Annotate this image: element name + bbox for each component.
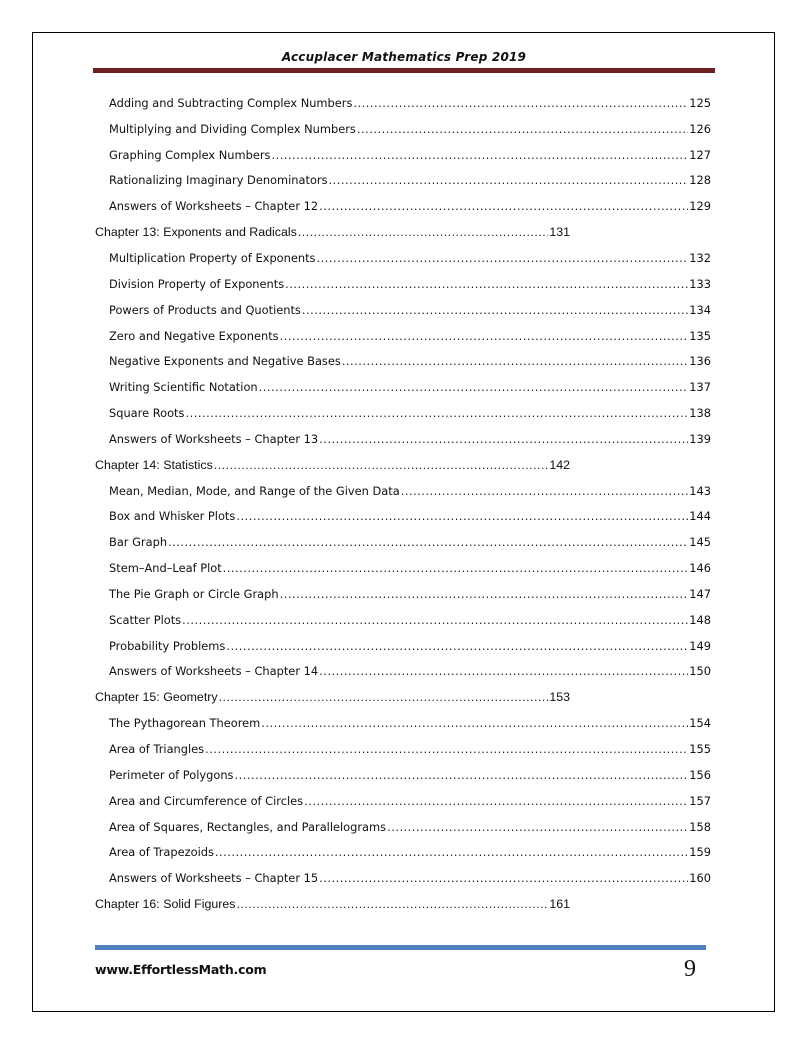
toc-section-entry[interactable] bbox=[95, 633, 715, 659]
toc-section-entry[interactable] bbox=[95, 814, 715, 840]
footer-website[interactable]: www.EffortlessMath.com bbox=[95, 962, 267, 977]
toc-entry-title: Writing Scientific Notation bbox=[109, 380, 258, 395]
toc-entry-page: 148 bbox=[689, 612, 711, 627]
toc-entry-title: Chapter 15: Geometry bbox=[95, 690, 218, 705]
toc-entry-page: 143 bbox=[689, 483, 711, 498]
toc-entry-page: 156 bbox=[689, 767, 711, 782]
toc-section-entry[interactable] bbox=[95, 90, 715, 116]
toc-entry-page: 129 bbox=[689, 199, 711, 214]
toc-section-entry[interactable] bbox=[95, 400, 715, 426]
toc-dot-leader bbox=[259, 380, 689, 394]
toc-entry-title: Area of Trapezoids bbox=[109, 845, 214, 860]
toc-section-entry[interactable] bbox=[95, 426, 715, 452]
toc-section-entry[interactable] bbox=[95, 116, 715, 142]
toc-chapter-entry[interactable] bbox=[95, 891, 715, 917]
toc-dot-leader bbox=[280, 329, 689, 343]
toc-entry-page: 138 bbox=[689, 406, 711, 421]
toc-entry-page: 127 bbox=[689, 147, 711, 162]
toc-entry-page: 154 bbox=[689, 716, 711, 731]
toc-entry-page: 153 bbox=[549, 690, 570, 705]
toc-entry-page: 150 bbox=[689, 664, 711, 679]
toc-section-entry[interactable] bbox=[95, 348, 715, 374]
toc-entry-page: 145 bbox=[689, 535, 711, 550]
toc-dot-leader bbox=[226, 639, 688, 653]
toc-section-entry[interactable] bbox=[95, 504, 715, 530]
toc-entry-page: 147 bbox=[689, 586, 711, 601]
toc-entry-page: 128 bbox=[689, 173, 711, 188]
toc-entry-page: 160 bbox=[689, 871, 711, 886]
toc-dot-leader bbox=[329, 173, 689, 187]
toc-entry-title: Probability Problems bbox=[109, 638, 226, 653]
toc-entry-title: Area of Squares, Rectangles, and Parallelograms bbox=[109, 819, 387, 834]
toc-dot-leader bbox=[182, 613, 688, 627]
toc-entry-page: 159 bbox=[689, 845, 711, 860]
toc-entry-title: Multiplication Property of Exponents bbox=[109, 250, 316, 265]
toc-entry-page: 146 bbox=[689, 561, 711, 576]
toc-section-entry[interactable] bbox=[95, 168, 715, 194]
toc-entry-page: 139 bbox=[689, 431, 711, 446]
header-divider bbox=[93, 68, 715, 73]
toc-entry-page: 125 bbox=[689, 95, 711, 110]
toc-dot-leader bbox=[319, 871, 688, 885]
toc-entry-title: Answers of Worksheets – Chapter 14 bbox=[109, 664, 319, 679]
toc-dot-leader bbox=[219, 690, 549, 704]
toc-dot-leader bbox=[214, 458, 549, 472]
toc-entry-page: 135 bbox=[689, 328, 711, 343]
toc-entry-page: 149 bbox=[689, 638, 711, 653]
toc-entry-title: Answers of Worksheets – Chapter 12 bbox=[109, 199, 319, 214]
toc-entry-title: Zero and Negative Exponents bbox=[109, 328, 279, 343]
toc-entry-title: Bar Graph bbox=[109, 535, 168, 550]
toc-dot-leader bbox=[235, 768, 689, 782]
toc-dot-leader bbox=[401, 484, 689, 498]
toc-entry-title: Negative Exponents and Negative Bases bbox=[109, 354, 341, 369]
toc-dot-leader bbox=[223, 561, 689, 575]
toc-entry-title: Mean, Median, Mode, and Range of the Given Data bbox=[109, 483, 400, 498]
toc-entry-page: 136 bbox=[689, 354, 711, 369]
toc-entry-page: 134 bbox=[689, 302, 711, 317]
toc-dot-leader bbox=[342, 354, 688, 368]
toc-entry-title: Answers of Worksheets – Chapter 15 bbox=[109, 871, 319, 886]
toc-entry-title: Square Roots bbox=[109, 406, 185, 421]
footer-divider bbox=[95, 945, 706, 950]
toc-entry-page: 133 bbox=[689, 276, 711, 291]
toc-section-entry[interactable] bbox=[95, 245, 715, 271]
toc-entry-title: Adding and Subtracting Complex Numbers bbox=[109, 95, 353, 110]
toc-dot-leader bbox=[215, 845, 688, 859]
toc-dot-leader bbox=[304, 794, 688, 808]
toc-entry-title: Area of Triangles bbox=[109, 742, 205, 757]
toc-entry-title: Scatter Plots bbox=[109, 612, 182, 627]
page-header-title: Accuplacer Mathematics Prep 2019 bbox=[281, 50, 527, 64]
toc-dot-leader bbox=[237, 897, 549, 911]
toc-entry-title: Perimeter of Polygons bbox=[109, 767, 234, 782]
toc-entry-title: Multiplying and Dividing Complex Numbers bbox=[109, 121, 356, 136]
toc-entry-page: 126 bbox=[689, 121, 711, 136]
toc-dot-leader bbox=[205, 742, 688, 756]
toc-dot-leader bbox=[319, 664, 688, 678]
table-of-contents bbox=[95, 90, 715, 917]
toc-chapter-entry[interactable] bbox=[95, 452, 715, 478]
toc-section-entry[interactable] bbox=[95, 323, 715, 349]
toc-entry-page: 132 bbox=[689, 250, 711, 265]
toc-dot-leader bbox=[357, 122, 688, 136]
toc-section-entry[interactable] bbox=[95, 297, 715, 323]
toc-dot-leader bbox=[319, 432, 688, 446]
toc-section-entry[interactable] bbox=[95, 659, 715, 685]
toc-section-entry[interactable] bbox=[95, 529, 715, 555]
toc-entry-title: Chapter 16: Solid Figures bbox=[95, 897, 236, 912]
toc-entry-page: 161 bbox=[549, 897, 570, 912]
toc-entry-title: Division Property of Exponents bbox=[109, 276, 285, 291]
toc-entry-title: Graphing Complex Numbers bbox=[109, 147, 271, 162]
toc-section-entry[interactable] bbox=[95, 865, 715, 891]
toc-dot-leader bbox=[319, 199, 688, 213]
toc-section-entry[interactable] bbox=[95, 271, 715, 297]
page-number: 9 bbox=[684, 956, 696, 982]
toc-dot-leader bbox=[298, 225, 548, 239]
toc-section-entry[interactable] bbox=[95, 839, 715, 865]
toc-entry-title: Answers of Worksheets – Chapter 13 bbox=[109, 431, 319, 446]
toc-section-entry[interactable] bbox=[95, 478, 715, 504]
toc-entry-title: Rationalizing Imaginary Denominators bbox=[109, 173, 328, 188]
toc-entry-page: 157 bbox=[689, 793, 711, 808]
toc-dot-leader bbox=[285, 277, 688, 291]
toc-section-entry[interactable] bbox=[95, 193, 715, 219]
toc-section-entry[interactable] bbox=[95, 142, 715, 168]
toc-chapter-entry[interactable] bbox=[95, 684, 715, 710]
toc-entry-title: The Pythagorean Theorem bbox=[109, 716, 261, 731]
toc-entry-page: 131 bbox=[549, 225, 570, 240]
toc-section-entry[interactable] bbox=[95, 581, 715, 607]
toc-section-entry[interactable] bbox=[95, 555, 715, 581]
toc-dot-leader bbox=[236, 509, 688, 523]
toc-entry-page: 137 bbox=[689, 380, 711, 395]
toc-dot-leader bbox=[280, 587, 689, 601]
toc-dot-leader bbox=[302, 303, 688, 317]
toc-entry-page: 144 bbox=[689, 509, 711, 524]
toc-dot-leader bbox=[261, 716, 688, 730]
toc-entry-title: Stem–And–Leaf Plot bbox=[109, 561, 222, 576]
toc-chapter-entry[interactable] bbox=[95, 219, 715, 245]
toc-dot-leader bbox=[317, 251, 689, 265]
toc-dot-leader bbox=[271, 148, 688, 162]
toc-section-entry[interactable] bbox=[95, 736, 715, 762]
toc-entry-title: Chapter 14: Statistics bbox=[95, 457, 213, 472]
toc-entry-title: Chapter 13: Exponents and Radicals bbox=[95, 225, 297, 240]
toc-section-entry[interactable] bbox=[95, 762, 715, 788]
toc-entry-page: 158 bbox=[689, 819, 711, 834]
toc-entry-title: The Pie Graph or Circle Graph bbox=[109, 586, 279, 601]
toc-section-entry[interactable] bbox=[95, 710, 715, 736]
toc-dot-leader bbox=[353, 96, 688, 110]
toc-section-entry[interactable] bbox=[95, 374, 715, 400]
toc-entry-title: Box and Whisker Plots bbox=[109, 509, 236, 524]
toc-section-entry[interactable] bbox=[95, 607, 715, 633]
toc-dot-leader bbox=[387, 820, 688, 834]
toc-dot-leader bbox=[168, 535, 688, 549]
toc-section-entry[interactable] bbox=[95, 788, 715, 814]
toc-entry-page: 155 bbox=[689, 742, 711, 757]
toc-dot-leader bbox=[185, 406, 688, 420]
toc-entry-page: 142 bbox=[549, 457, 570, 472]
toc-entry-title: Powers of Products and Quotients bbox=[109, 302, 301, 317]
toc-entry-title: Area and Circumference of Circles bbox=[109, 793, 304, 808]
